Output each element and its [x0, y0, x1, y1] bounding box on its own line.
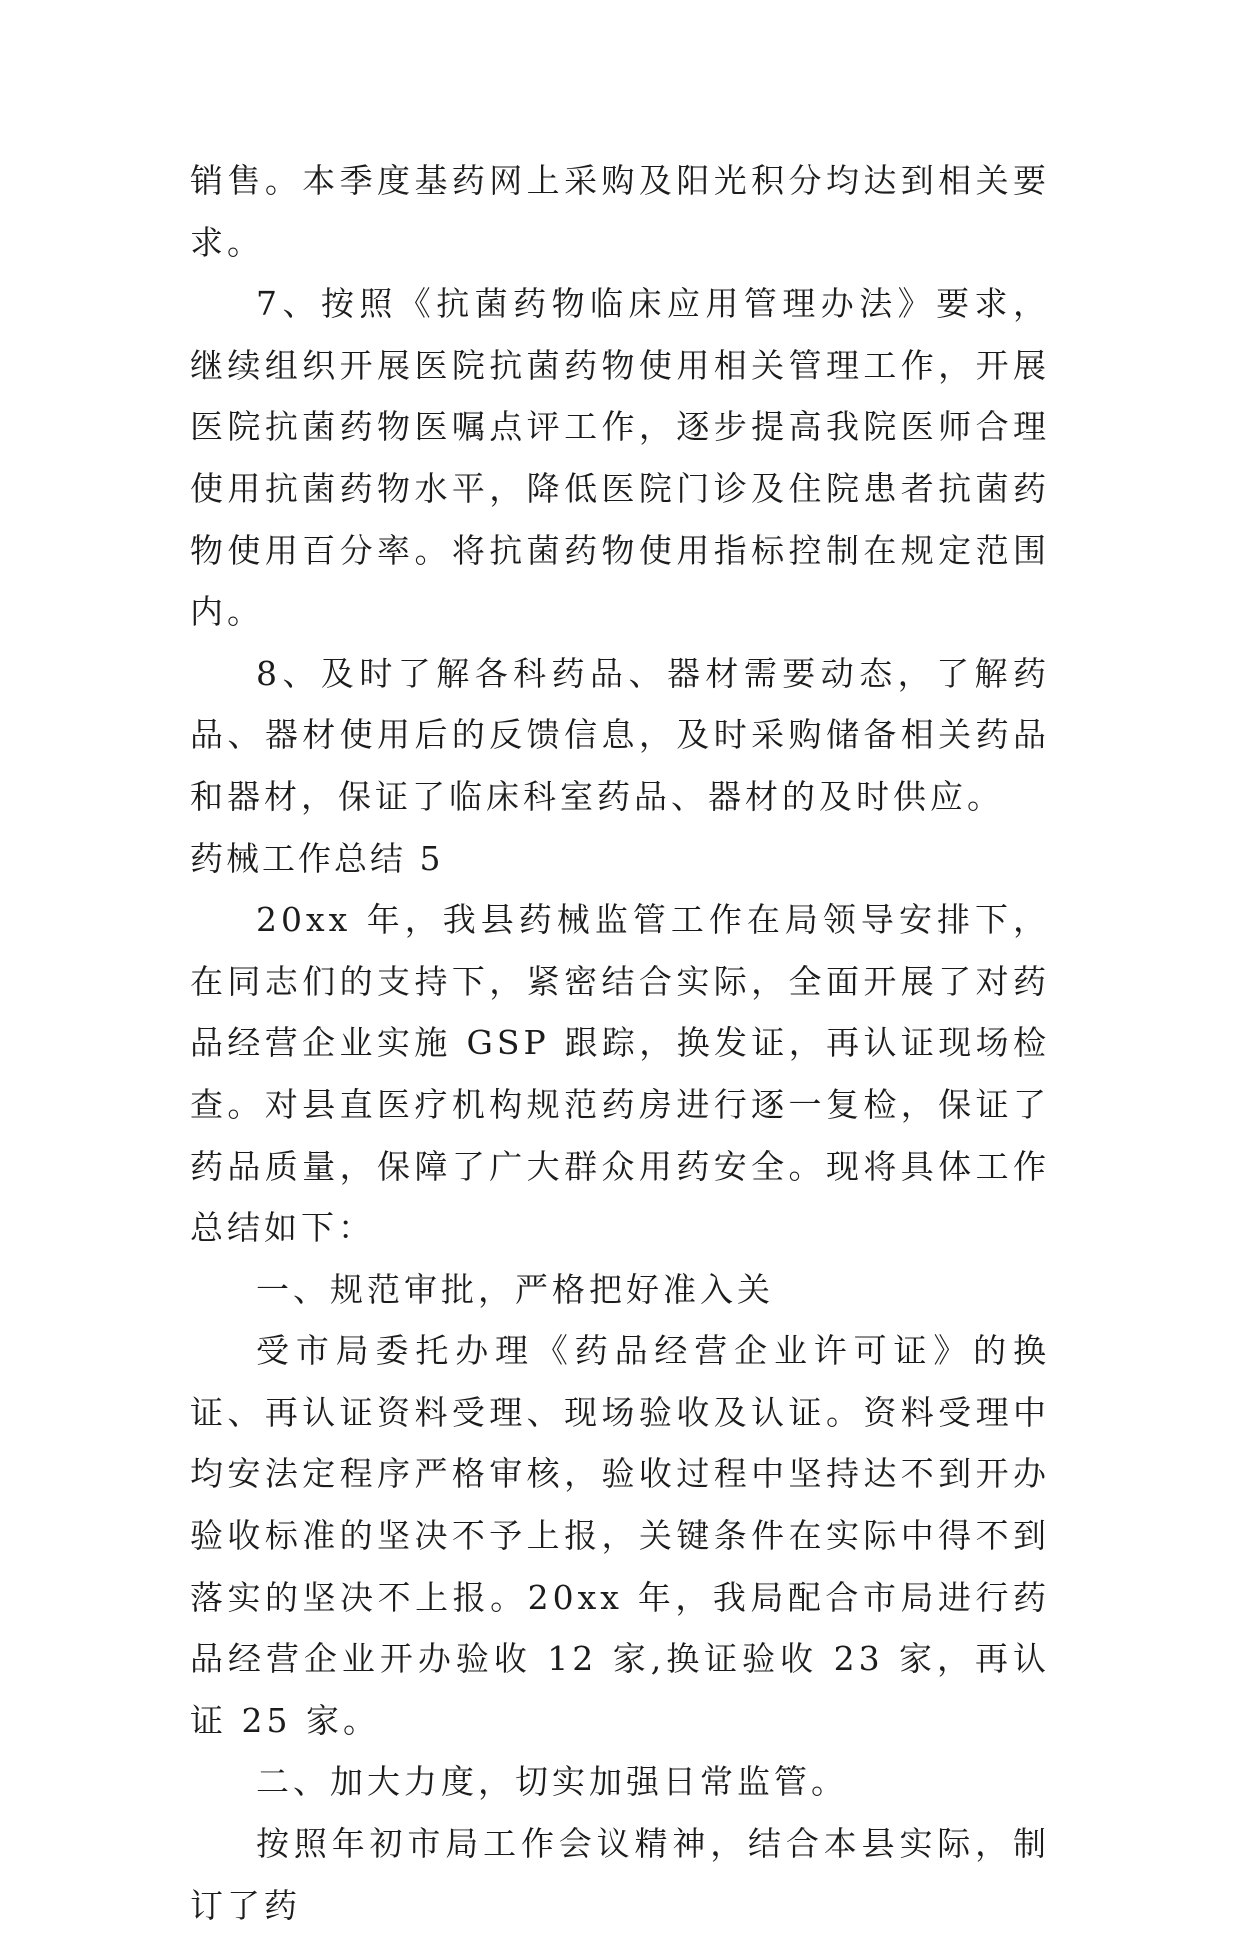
paragraph-supervision: 按照年初市局工作会议精神，结合本县实际，制订了药 [190, 1824, 1050, 1925]
paragraph-sales-continuation: 销售。本季度基药网上采购及阳光积分均达到相关要求。 [190, 161, 1050, 262]
subheading-approval: 一、规范审批，严格把好准入关 [256, 1269, 774, 1309]
section-heading: 药械工作总结 5 [190, 838, 444, 878]
document-body [190, 150, 1050, 1936]
paragraph-item-7-antibiotics: 7、按照《抗菌药物临床应用管理办法》要求，继续组织开展医院抗菌药物使用相关管理工作，开展医院抗菌药物医嘱点评工作，逐步提高我院医师合理使用抗菌药物水平，降低医院门诊及住院患者抗菌药物使用百分率。将抗菌药物使用指标控制在规定范围内。 [190, 284, 1050, 632]
paragraph-item-8-supply: 8、及时了解各科药品、器材需要动态，了解药品、器材使用后的反馈信息，及时采购储备相关药品和器材，保证了临床科室药品、器材的及时供应。 [190, 653, 1050, 816]
paragraph-approval: 受市局委托办理《药品经营企业许可证》的换证、再认证资料受理、现场验收及认证。资料受理中均安法定程序严格审核，验收过程中坚持达不到开办验收标准的坚决不予上报，关键条件在实际中得不到落实的坚决不上报。20xx 年，我局配合市局进行药品经营企业开办验收 12 家,换证验收 23 家，再认证 25 家。 [190, 1331, 1050, 1740]
paragraph-intro: 20xx 年，我县药械监管工作在局领导安排下，在同志们的支持下，紧密结合实际，全面开展了对药品经营企业实施 GSP 跟踪，换发证，再认证现场检查。对县直医疗机构规范药房进行逐一复检，保证了药品质量，保障了广大群众用药安全。现将具体工作总结如下： [190, 900, 1050, 1248]
subheading-supervision: 二、加大力度，切实加强日常监管。 [256, 1762, 848, 1802]
